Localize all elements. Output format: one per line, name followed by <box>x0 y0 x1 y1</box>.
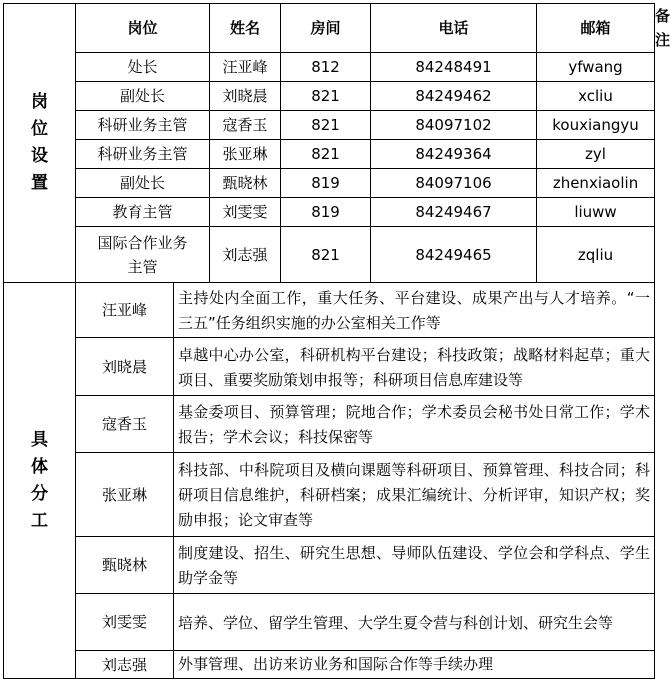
room-cell: 819 <box>281 198 371 227</box>
header-phone: 电话 <box>371 4 537 53</box>
table-row <box>4 82 655 111</box>
phone-cell: 84249364 <box>371 140 537 169</box>
duty-row <box>4 651 655 679</box>
duty-text-cell: 主持处内全面工作，重大任务、平台建设、成果产出与人才培养。“一三五”任务组织实施的办公室相关工作等 <box>174 283 655 338</box>
duty-row <box>4 338 655 396</box>
phone-cell: 84097106 <box>371 169 537 198</box>
room-cell: 812 <box>281 53 371 82</box>
phone-cell: 84249462 <box>371 82 537 111</box>
name-cell: 张亚琳 <box>210 140 281 169</box>
section-char: 设 <box>31 146 48 166</box>
email-cell: zyl <box>537 140 655 169</box>
section-char: 位 <box>31 119 48 139</box>
name-cell: 刘晓晨 <box>210 82 281 111</box>
duty-name-cell: 刘雯雯 <box>76 594 174 651</box>
room-cell: 821 <box>281 82 371 111</box>
duty-text-cell: 外事管理、出访来访业务和国际合作等手续办理 <box>174 651 655 679</box>
name-cell: 汪亚峰 <box>210 53 281 82</box>
duty-row <box>4 396 655 453</box>
email-cell: xcliu <box>537 82 655 111</box>
phone-cell: 84249467 <box>371 198 537 227</box>
name-cell: 刘志强 <box>210 227 281 283</box>
email-cell: zhenxiaolin <box>537 169 655 198</box>
section-positions <box>4 4 76 283</box>
table-row <box>4 198 655 227</box>
duty-text-cell: 制度建设、招生、研究生思想、导师队伍建设、学位会和学科点、学生助学金等 <box>174 537 655 594</box>
header-row: 岗 位 设 置 岗位 姓名 房间 电话 邮箱 备注 <box>4 4 655 53</box>
room-cell: 821 <box>281 227 371 283</box>
post-cell: 教育主管 <box>76 198 210 227</box>
section-char: 置 <box>31 173 48 193</box>
duty-row <box>4 537 655 594</box>
duty-name-cell: 寇香玉 <box>76 396 174 453</box>
post-cell: 处长 <box>76 53 210 82</box>
duty-row <box>4 453 655 537</box>
name-cell: 寇香玉 <box>210 111 281 140</box>
section-char: 工 <box>31 510 48 531</box>
duty-name-cell: 刘志强 <box>76 651 174 679</box>
section-char: 体 <box>31 456 48 477</box>
duty-name-cell: 甄晓林 <box>76 537 174 594</box>
table-row <box>4 53 655 82</box>
phone-cell: 84097102 <box>371 111 537 140</box>
post-cell: 副处长 <box>76 82 210 111</box>
header-name: 姓名 <box>210 4 281 53</box>
section-duties <box>4 283 76 679</box>
table-row <box>4 169 655 198</box>
table-row <box>4 227 655 283</box>
name-cell: 甄晓林 <box>210 169 281 198</box>
section-char: 分 <box>31 483 48 504</box>
post-line: 主管 <box>127 257 158 276</box>
email-cell: liuww <box>537 198 655 227</box>
duty-name-cell: 刘晓晨 <box>76 338 174 396</box>
email-cell: yfwang <box>537 53 655 82</box>
post-cell: 副处长 <box>76 169 210 198</box>
name-cell: 刘雯雯 <box>210 198 281 227</box>
room-cell: 819 <box>281 169 371 198</box>
post-cell: 科研业务主管 <box>76 140 210 169</box>
duty-name-cell: 张亚琳 <box>76 453 174 537</box>
phone-cell: 84248491 <box>371 53 537 82</box>
table-row <box>4 111 655 140</box>
section-char: 具 <box>31 429 48 450</box>
staff-table <box>3 3 670 679</box>
duty-text-cell: 科技部、中科院项目及横向课题等科研项目、预算管理、科技合同；科研项目信息维护，科研档案；成果汇编统计、分析评审，知识产权；奖励申报；论文审查等 <box>174 453 655 537</box>
header-email: 邮箱 <box>537 4 655 53</box>
header-post: 岗位 <box>76 4 210 53</box>
duty-row <box>4 594 655 651</box>
email-cell: zqliu <box>537 227 655 283</box>
post-cell: 科研业务主管 <box>76 111 210 140</box>
duty-row <box>4 283 655 338</box>
room-cell: 821 <box>281 140 371 169</box>
post-cell <box>76 227 210 283</box>
post-line: 国际合作业务 <box>97 233 188 252</box>
email-cell: kouxiangyu <box>537 111 655 140</box>
header-room: 房间 <box>281 4 371 53</box>
duty-text-cell: 基金委项目、预算管理；院地合作；学术委员会秘书处日常工作；学术报告；学术会议；科技保密等 <box>174 396 655 453</box>
section-char: 岗 <box>31 92 48 112</box>
duty-text-cell: 卓越中心办公室，科研机构平台建设；科技政策；战略材料起草；重大项目、重要奖励策划申报等；科研项目信息库建设等 <box>174 338 655 396</box>
phone-cell: 84249465 <box>371 227 537 283</box>
table-row <box>4 140 655 169</box>
duty-text-cell: 培养、学位、留学生管理、大学生夏令营与科创计划、研究生会等 <box>174 594 655 651</box>
room-cell: 821 <box>281 111 371 140</box>
duty-name-cell: 汪亚峰 <box>76 283 174 338</box>
